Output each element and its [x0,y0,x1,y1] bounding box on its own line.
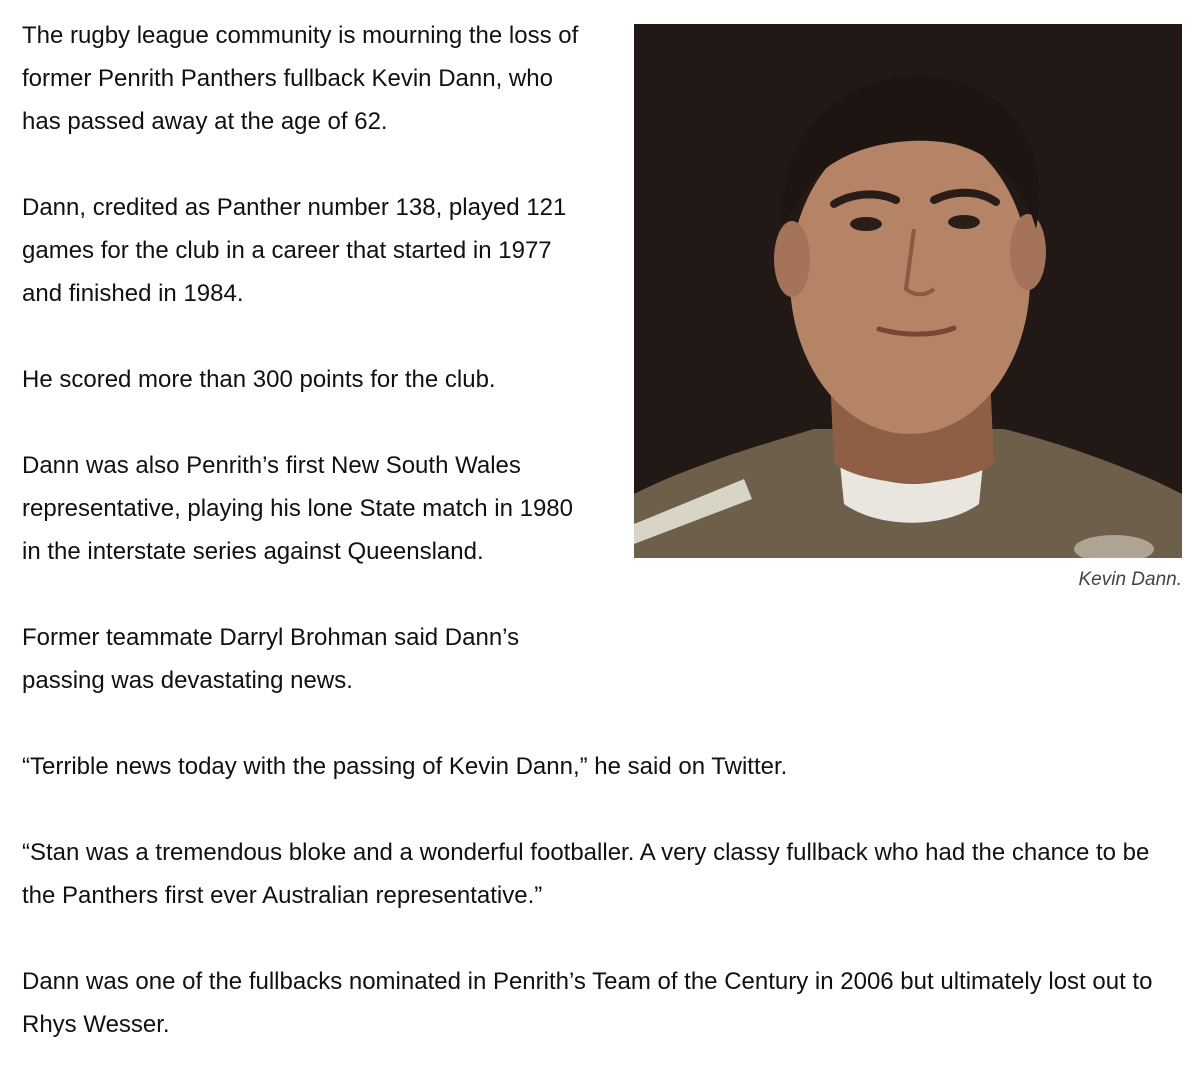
photo-caption: Kevin Dann. [1078,569,1182,590]
article-body [22,14,1182,1089]
paragraph-8: Dann was one of the fullbacks nominated in Penrith’s Team of the Century in 2006 but ultimately lost out to Rhys Wesser. [22,968,1153,1038]
player-portrait-illustration [634,24,1182,558]
paragraph-2: Dann, credited as Panther number 138, played 121 games for the club in a career that started in 1977 and finished in 1984. [22,194,567,307]
paragraph-6: “Terrible news today with the passing of Kevin Dann,” he said on Twitter. [22,753,788,780]
paragraph-7: “Stan was a tremendous bloke and a wonderful footballer. A very classy fullback who had the chance to be the Panthers first ever Australian representative.” [22,839,1150,909]
paragraph-3: He scored more than 300 points for the club. [22,366,496,393]
player-photo [634,24,1182,558]
paragraph-1: The rugby league community is mourning the loss of former Penrith Panthers fullback Kevin Dann, who has passed away at the age of 62. [22,22,579,135]
paragraph-4: Dann was also Penrith’s first New South Wales representative, playing his lone State match in 1980 in the interstate series against Queensland. [22,452,574,565]
article-figure [634,24,1182,594]
paragraph-5: Former teammate Darryl Brohman said Dann’s passing was devastating news. [22,624,520,694]
